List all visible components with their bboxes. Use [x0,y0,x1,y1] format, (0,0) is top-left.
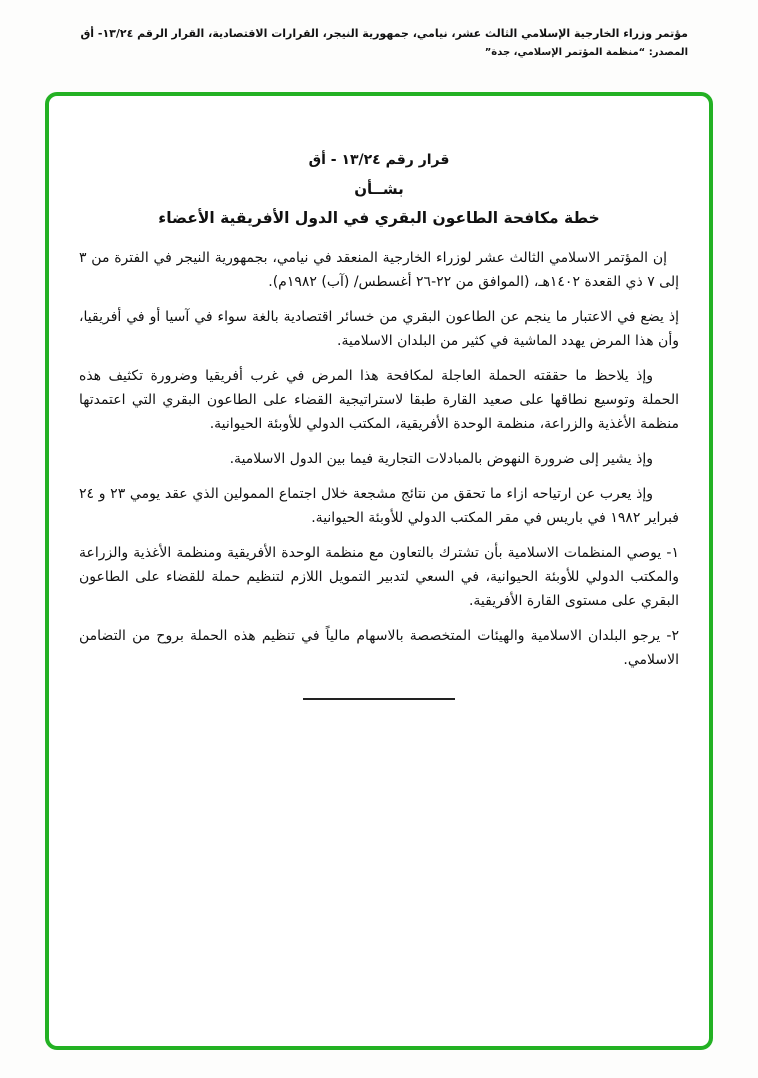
closing-divider [303,698,455,700]
resolution-body [49,96,709,700]
resolution-regarding-title: بشــأن [354,180,404,198]
paragraph-noting: وإذ يلاحظ ما حققته الحملة العاجلة لمكافحة هذا المرض في غرب أفريقيا وضرورة تكثيف هذه الحملة وتوسيع نطاقها على صعيد القارة طبقا لاستراتيجية القضاء على الطاعون البقري التي اعتمدتها منظمة الأغذية والزراعة، منظمة الوحدة الأفريقية، المكتب الدولي للأوبئة الحيوانية. [79,368,679,432]
header-source-line: المصدر: “منظمة المؤتمر الإسلامي، جدة” [484,47,688,58]
resolution-number-title: قرار رقم ١٣/٢٤ - أق [308,152,450,168]
paragraph-expressing-satisfaction: وإذ يعرب عن ارتياحه ازاء ما تحقق من نتائج مشجعة خلال اجتماع الممولين الذي عقد يومي ٢٣ و ٢٤ فبراير ١٩٨٢ في باريس في مقر المكتب الدولي للأوبئة الحيوانية. [79,486,679,526]
paragraph-preamble: إن المؤتمر الاسلامي الثالث عشر لوزراء الخارجية المنعقد في نيامي، بجمهورية النيجر في الفترة من ٣ إلى ٧ ذي القعدة ١٤٠٢هـ، (الموافق من ٢٢-٢٦ أغسطس/ (آب) ١٩٨٢م). [79,250,679,290]
header-citation-line: مؤتمر وزراء الخارجية الإسلامي الثالث عشر، نيامي، جمهورية النيجر، القرارات الاقتصادية، القرار الرقم ١٣/٢٤- أق [80,27,688,40]
list-item-1: ١- يوصي المنظمات الاسلامية بأن تشترك بالتعاون مع منظمة الوحدة الأفريقية ومنظمة الأغذية والزراعة والمكتب الدولي للأوبئة الحيوانية، في السعي لتدبير التمويل اللازم لتنظيم حملة للقضاء على الطاعون البقري على مستوى القارة الأفريقية. [79,545,679,609]
list-item-2: ٢- يرجو البلدان الاسلامية والهيئات المتخصصة بالاسهام مالياً في تنظيم هذه الحملة بروح من التضامن الاسلامي. [79,628,679,668]
paragraph-considering: إذ يضع في الاعتبار ما ينجم عن الطاعون البقري من خسائر اقتصادية بالغة سواء في آسيا أو في أفريقيا، وأن هذا المرض يهدد الماشية في كثير من البلدان الاسلامية. [79,309,679,349]
paragraph-recalling: وإذ يشير إلى ضرورة النهوض بالمبادلات التجارية فيما بين الدول الاسلامية. [229,451,653,467]
document-header [0,0,758,59]
green-border-frame [45,92,713,1050]
resolution-subject-title: خطة مكافحة الطاعون البقري في الدول الأفريقية الأعضاء [158,209,600,227]
